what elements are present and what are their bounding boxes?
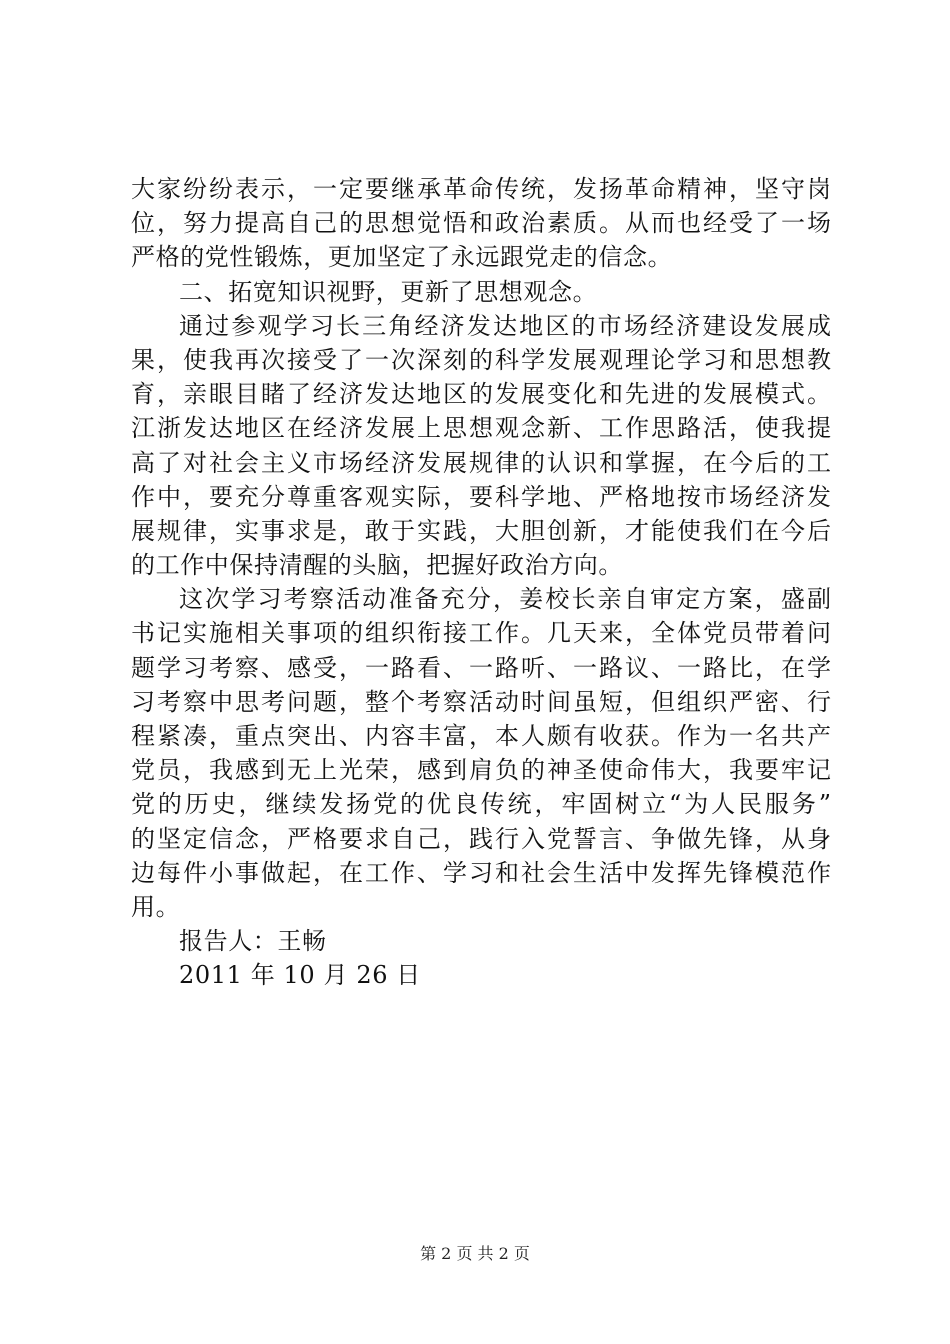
text-line: 程紧凑，重点突出、内容丰富，本人颇有收获。作为一名共产 [131, 722, 831, 750]
text-line: 严格的党性锻炼，更加坚定了永远跟党走的信念。 [131, 243, 673, 272]
text-line: 习考察中思考问题，整个考察活动时间虽短，但组织严密、行 [131, 687, 831, 716]
text-line: 通过参观学习长三角经济发达地区的市场经济建设发展成 [179, 311, 831, 340]
text-line: 育，亲眼目睹了经济发达地区的发展变化和先进的发展模式。 [131, 380, 831, 409]
report-date: 2011 年 10 月 26 日 [179, 961, 421, 990]
text-line: 高了对社会主义市场经济发展规律的认识和掌握，在今后的工 [131, 448, 831, 477]
text-line: 展规律，实事求是，敢于实践，大胆创新，才能使我们在今后 [131, 516, 831, 545]
text-line: 江浙发达地区在经济发展上思想观念新、工作思路活，使我提 [131, 414, 831, 443]
text-line: 党员，我感到无上光荣，感到肩负的神圣使命伟大，我要牢记 [131, 756, 831, 785]
text-line: 边每件小事做起，在工作、学习和社会生活中发挥先锋模范作 [131, 858, 831, 887]
text-line: 作中，要充分尊重客观实际，要科学地、严格地按市场经济发 [131, 482, 831, 511]
page-number-footer: 第 2 页 共 2 页 [420, 1244, 530, 1263]
text-line: 书记实施相关事项的组织衔接工作。几天来，全体党员带着问 [131, 619, 831, 648]
section-heading: 二、拓宽知识视野，更新了思想观念。 [179, 277, 598, 306]
reporter-signature: 报告人：王畅 [179, 927, 327, 956]
text-line: 题学习考察、感受，一路看、一路听、一路议、一路比，在学 [131, 653, 831, 682]
text-line: 党的历史，继续发扬党的优良传统，牢固树立“为人民服务” [131, 790, 831, 819]
document-body [131, 172, 831, 993]
text-line: 位，努力提高自己的思想觉悟和政治素质。从而也经受了一场 [131, 209, 831, 238]
text-line: 的坚定信念，严格要求自己，践行入党誓言、争做先锋，从身 [131, 824, 831, 853]
text-line: 这次学习考察活动准备充分，姜校长亲自审定方案，盛副 [179, 585, 831, 614]
text-line: 用。 [131, 892, 181, 921]
text-line: 果，使我再次接受了一次深刻的科学发展观理论学习和思想教 [131, 345, 831, 374]
text-line: 大家纷纷表示，一定要继承革命传统，发扬革命精神，坚守岗 [131, 175, 831, 203]
text-line: 的工作中保持清醒的头脑，把握好政治方向。 [131, 551, 623, 580]
